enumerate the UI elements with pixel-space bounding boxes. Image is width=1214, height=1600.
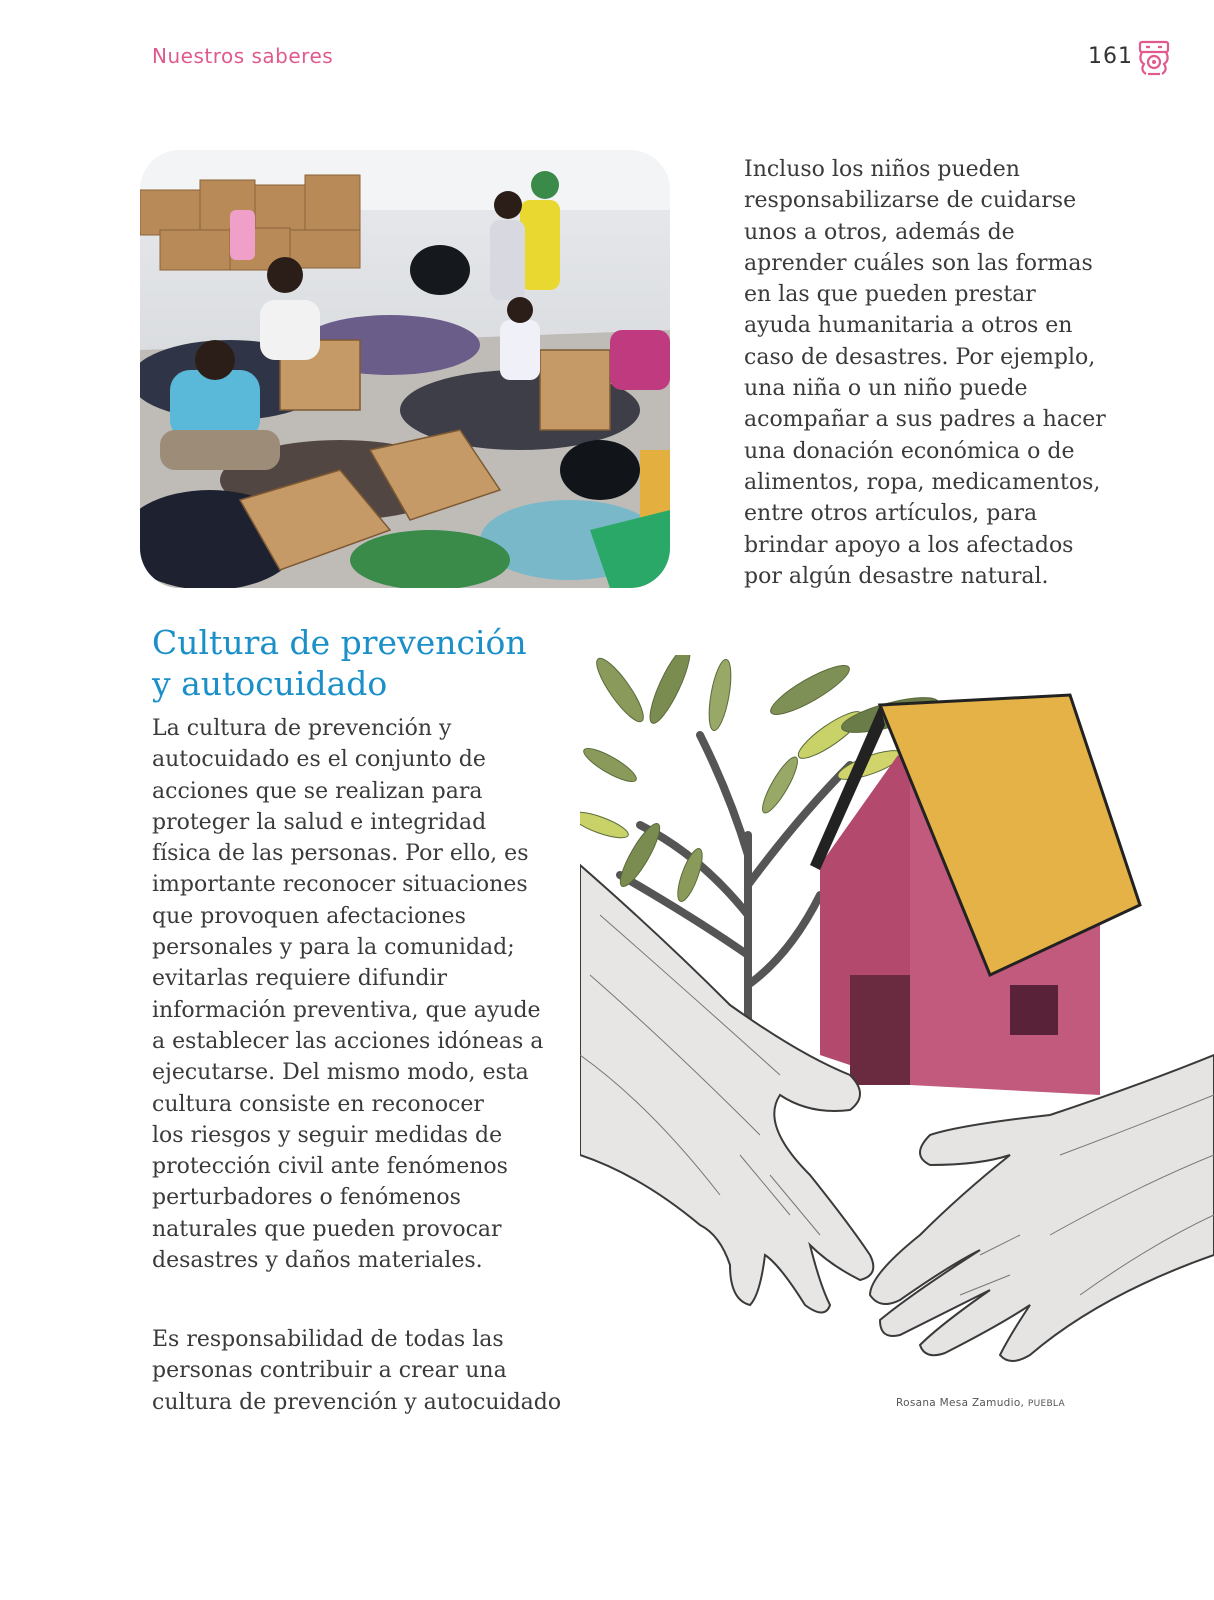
page-number: 161 <box>1088 44 1133 69</box>
section-header: Nuestros saberes <box>152 44 334 68</box>
hands-protecting-house-illustration <box>580 655 1214 1385</box>
aztec-glyph-icon <box>1134 38 1174 78</box>
section-title: Cultura de prevención y autocuidado <box>152 623 527 703</box>
credit-place: PUEBLA <box>1027 1399 1065 1409</box>
body-paragraph: La cultura de prevención y autocuidado es el conjunto de acciones que se realizan para proteger la salud e integridad física de las personas. Por ello, es importante reconocer situaciones que provoquen afectaciones personales y para la comunidad; evitarlas requiere difundir información preventiva, que ayude a establecer las acciones idóneas a ejecutarse. Del mismo modo, esta cultura consiste en reconocer los riesgos y seguir medidas de protección civil ante fenómenos perturbadores o fenómenos naturales que pueden provocar desastres y daños materiales. <box>152 716 544 1274</box>
closing-paragraph: Es responsabilidad de todas las personas contribuir a crear una cultura de prevención y autocuidado <box>152 1327 562 1415</box>
donation-center-photo <box>140 150 670 588</box>
illustration-credit <box>896 1397 1065 1409</box>
intro-paragraph: Incluso los niños pueden responsabilizarse de cuidarse unos a otros, además de aprender cuáles son las formas en las que pueden prestar ayuda humanitaria a otros en caso de desastres. Por ejemplo, una niña o un niño puede acompañar a sus padres a hacer una donación económica o de alimentos, ropa, medicamentos, entre otros artículos, para brindar apoyo a los afectados por algún desastre natural. <box>744 157 1106 589</box>
credit-name: Rosana Mesa Zamudio, <box>896 1397 1025 1409</box>
